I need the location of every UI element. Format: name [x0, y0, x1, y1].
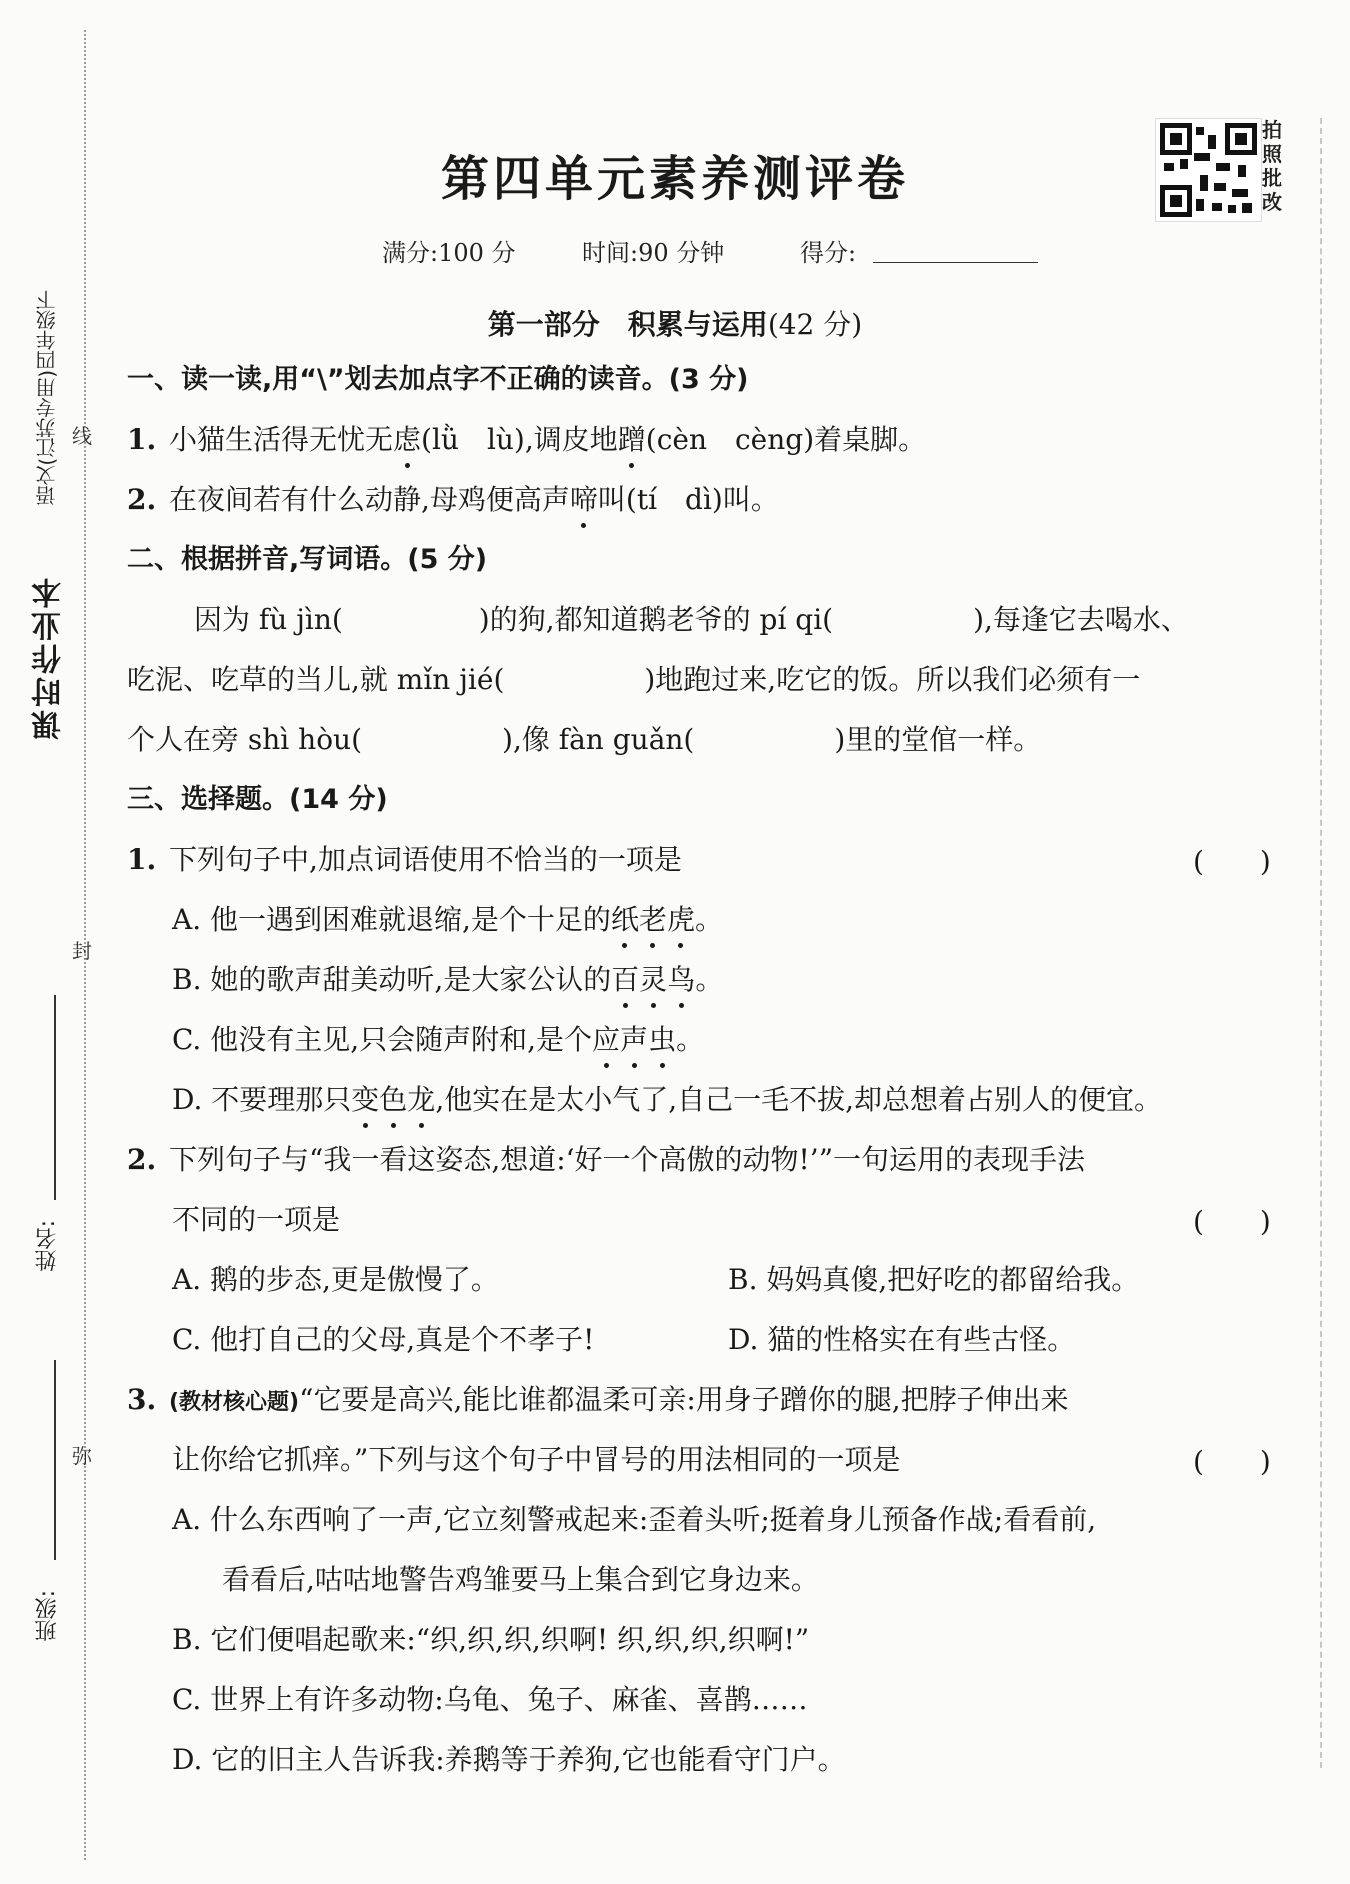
q2-stem-cont: 不同的一项是	[172, 1203, 341, 1236]
class-label: 班级:	[35, 1590, 60, 1642]
dotted-char: 百	[611, 960, 639, 1000]
q-text: 小猫生活得无忧无	[169, 423, 394, 456]
option-c[interactable]: C. 他打自己的父母,真是个不孝子!	[172, 1323, 595, 1356]
s2-passage-line2	[127, 660, 1140, 700]
part1-title-text: 第一部分 积累与运用	[487, 308, 768, 341]
margin-char-seal: 封	[72, 939, 92, 963]
option-text: 。	[694, 903, 723, 936]
dotted-char: 应	[592, 1020, 620, 1060]
option-a[interactable]	[172, 900, 723, 940]
dotted-char: 声	[620, 1020, 648, 1060]
question-number: 2.	[127, 483, 157, 516]
passage-text: )里的堂倌一样。	[834, 723, 1042, 756]
question-number: 2.	[127, 1143, 157, 1176]
dotted-word	[611, 903, 695, 936]
answer-paren[interactable]: ( )	[1193, 1205, 1271, 1238]
question-number: 1.	[127, 843, 157, 876]
dotted-char: 老	[639, 900, 667, 940]
option-text: C. 他没有主见,只会随声附和,是个	[172, 1023, 593, 1056]
dotted-char: 灵	[639, 960, 667, 1000]
s3-question-1	[127, 840, 682, 880]
dotted-char: 变	[351, 1080, 379, 1120]
dotted-word	[592, 1023, 676, 1056]
section1-heading: 一、读一读,用“\”划去加点字不正确的读音。(3 分)	[127, 364, 749, 395]
name-label: 姓名:	[35, 1220, 60, 1272]
option-b[interactable]: B. 它们便唱起歌来:“织,织,织,织啊! 织,织,织,织啊!”	[172, 1623, 810, 1656]
class-write-line[interactable]	[54, 1360, 56, 1560]
dotted-char: 啼	[570, 480, 598, 520]
s3-question-2	[127, 1140, 1085, 1180]
option-c[interactable]	[172, 1020, 704, 1060]
dotted-char: 蹭	[618, 420, 646, 460]
dotted-char: 虑	[393, 420, 421, 460]
question-number: 1.	[127, 423, 157, 456]
part1-points: (42 分)	[767, 308, 863, 341]
s2-passage-line3	[127, 720, 1041, 760]
passage-text: )的狗,都知道鹅老爷的 pí qi(	[478, 603, 834, 636]
passage-text: ),每逢它去喝水、	[973, 603, 1189, 636]
s2-passage-line1	[194, 600, 1189, 640]
q-text[interactable]: (cèn cèng)着桌脚。	[645, 423, 927, 456]
margin-char-line: 线	[72, 424, 92, 448]
dotted-char: 龙	[407, 1080, 435, 1120]
qr-label: 拍照批改	[1262, 118, 1282, 214]
passage-text: ),像 fàn guǎn(	[502, 723, 695, 756]
book-label: 课时作业本	[32, 575, 67, 740]
score-write-line[interactable]	[873, 262, 1038, 263]
option-text: B. 她的歌声甜美动听,是大家公认的	[172, 963, 612, 996]
q3-stem-cont: 让你给它抓痒。”下列与这个句子中冒号的用法相同的一项是	[172, 1443, 901, 1476]
q-text[interactable]: (lǜ lù),调皮地	[421, 423, 618, 456]
passage-text: 吃泥、吃草的当儿,就 mǐn jié(	[127, 663, 505, 696]
answer-paren[interactable]: ( )	[1193, 1445, 1271, 1478]
option-b[interactable]	[172, 960, 723, 1000]
subject-label: 语文(江苏专用)四年级下	[35, 290, 59, 506]
option-a[interactable]: A. 鹅的步态,更是傲慢了。	[172, 1263, 499, 1296]
option-text: 。	[676, 1023, 705, 1056]
answer-paren[interactable]: ( )	[1193, 845, 1271, 878]
option-text: A. 他一遇到困难就退缩,是个十足的	[172, 903, 611, 936]
part1-title	[0, 303, 1350, 343]
option-a[interactable]: A. 什么东西响了一声,它立刻警戒起来:歪着头听;挺着身儿预备作战;看看前,	[172, 1503, 1097, 1536]
passage-text: )地跑过来,吃它的饭。所以我们必须有一	[644, 663, 1141, 696]
s1-question-2	[127, 480, 779, 520]
name-write-line[interactable]	[54, 995, 56, 1200]
margin-char-density: 弥	[72, 1444, 92, 1468]
option-b[interactable]: B. 妈妈真傻,把好吃的都留给我。	[728, 1263, 1140, 1296]
score-label: 得分:	[800, 239, 857, 267]
dotted-char: 虎	[667, 900, 695, 940]
q-text[interactable]: 叫(tí dì)叫。	[597, 483, 779, 516]
option-text: ,他实在是太小气了,自己一毛不拔,却总想着占别人的便宜。	[435, 1083, 1163, 1116]
q-stem: 下列句子与“我一看这姿态,想道:‘好一个高傲的动物!’”一句运用的表现手法	[169, 1143, 1086, 1176]
dotted-word	[351, 1083, 435, 1116]
option-d[interactable]	[172, 1080, 1162, 1120]
dotted-char: 鸟	[667, 960, 695, 1000]
option-a-cont: 看看后,咕咕地警告鸡雏要马上集合到它身边来。	[222, 1563, 819, 1596]
time-limit: 时间:90 分钟	[582, 239, 725, 267]
q-text: 在夜间若有什么动静,母鸡便高声	[169, 483, 570, 516]
section2-heading: 二、根据拼音,写词语。(5 分)	[127, 544, 488, 575]
core-question-tag: (教材核心题)	[169, 1390, 300, 1415]
option-text: 。	[695, 963, 724, 996]
q-stem: “它要是高兴,能比谁都温柔可亲:用身子蹭你的腿,把脖子伸出来	[299, 1383, 1069, 1416]
option-d[interactable]: D. 猫的性格实在有些古怪。	[728, 1323, 1076, 1356]
right-dashed-border	[1320, 118, 1322, 1768]
dotted-char: 纸	[611, 900, 639, 940]
section3-heading: 三、选择题。(14 分)	[127, 784, 388, 815]
option-d[interactable]: D. 它的旧主人告诉我:养鹅等于养狗,它也能看守门户。	[172, 1743, 846, 1776]
full-score: 满分:100 分	[382, 239, 516, 267]
option-c[interactable]: C. 世界上有许多动物:乌龟、兔子、麻雀、喜鹊……	[172, 1683, 808, 1716]
s3-question-3	[127, 1380, 1069, 1423]
page-title: 第四单元素养测评卷	[440, 151, 909, 207]
passage-text: 因为 fù jìn(	[194, 603, 343, 636]
dotted-word	[611, 963, 695, 996]
s1-question-1	[127, 420, 926, 460]
dotted-char: 色	[379, 1080, 407, 1120]
q-stem: 下列句子中,加点词语使用不恰当的一项是	[169, 843, 682, 876]
dotted-chars	[611, 903, 695, 936]
passage-text: 个人在旁 shì hòu(	[127, 723, 363, 756]
option-text: D. 不要理那只	[172, 1083, 352, 1116]
dotted-char: 虫	[648, 1020, 676, 1060]
question-number: 3.	[127, 1383, 157, 1416]
